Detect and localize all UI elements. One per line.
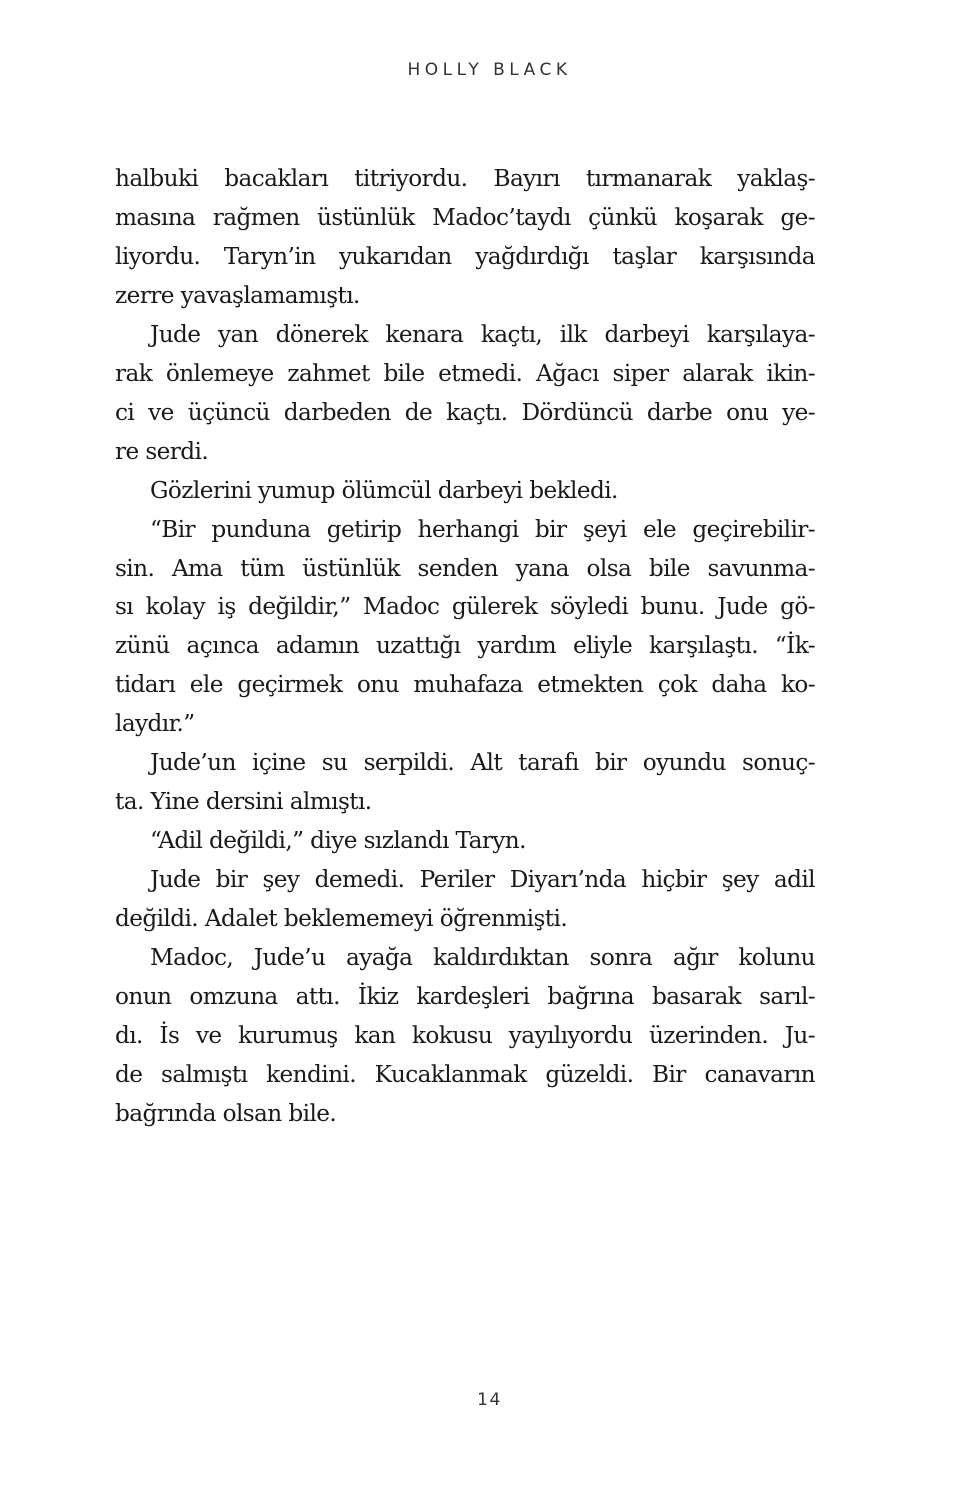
text-line: masına rağmen üstünlük Madoc’taydı çünkü koşarak ge- bbox=[115, 203, 815, 231]
text-line: tidarı ele geçirmek onu muhafaza etmekten çok daha ko- bbox=[115, 671, 815, 699]
text-line: re serdi. bbox=[115, 437, 209, 465]
text-line: bağrında olsan bile. bbox=[115, 1099, 337, 1127]
text-line: Madoc, Jude’u ayağa kaldırdıktan sonra ağır kolunu bbox=[150, 944, 815, 972]
text-line: değildi. Adalet beklememeyi öğrenmişti. bbox=[115, 905, 568, 933]
text-line: zerre yavaşlamamıştı. bbox=[115, 281, 360, 309]
text-line: laydır.” bbox=[115, 710, 195, 738]
text-line: rak önlemeye zahmet bile etmedi. Ağacı siper alarak ikin- bbox=[115, 359, 815, 387]
text-line: Gözlerini yumup ölümcül darbeyi bekledi. bbox=[150, 476, 618, 504]
text-line: Jude yan dönerek kenara kaçtı, ilk darbeyi karşılaya- bbox=[150, 320, 815, 348]
text-line: sin. Ama tüm üstünlük senden yana olsa bile savunma- bbox=[115, 554, 815, 582]
text-line: de salmıştı kendini. Kucaklanmak güzeldi. Bir canavarın bbox=[115, 1060, 815, 1088]
page-number: 14 bbox=[477, 1390, 502, 1410]
text-line: “Bir punduna getirip herhangi bir şeyi ele geçirebilir- bbox=[150, 515, 815, 543]
text-line: Jude bir şey demedi. Periler Diyarı’nda hiçbir şey adil bbox=[150, 866, 815, 894]
text-line: sı kolay iş değildir,” Madoc gülerek söyledi bunu. Jude gö- bbox=[115, 593, 815, 621]
text-line: Jude’un içine su serpildi. Alt tarafı bir oyundu sonuç- bbox=[150, 749, 815, 777]
text-line: ci ve üçüncü darbeden de kaçtı. Dördüncü darbe onu ye- bbox=[115, 398, 815, 426]
text-line: dı. İs ve kurumuş kan kokusu yayılıyordu üzerinden. Ju- bbox=[115, 1021, 815, 1049]
running-head: HOLLY BLACK bbox=[407, 60, 572, 80]
text-line: zünü açınca adamın uzattığı yardım eliyle karşılaştı. “İk- bbox=[115, 632, 815, 660]
text-line: ta. Yine dersini almıştı. bbox=[115, 788, 372, 816]
text-line: “Adil değildi,” diye sızlandı Taryn. bbox=[150, 827, 526, 855]
text-line: liyordu. Taryn’in yukarıdan yağdırdığı taşlar karşısında bbox=[115, 242, 815, 270]
body-text bbox=[115, 160, 815, 1134]
text-line: onun omzuna attı. İkiz kardeşleri bağrına basarak sarıl- bbox=[115, 983, 815, 1011]
text-line: halbuki bacakları titriyordu. Bayırı tırmanarak yaklaş- bbox=[115, 165, 815, 192]
